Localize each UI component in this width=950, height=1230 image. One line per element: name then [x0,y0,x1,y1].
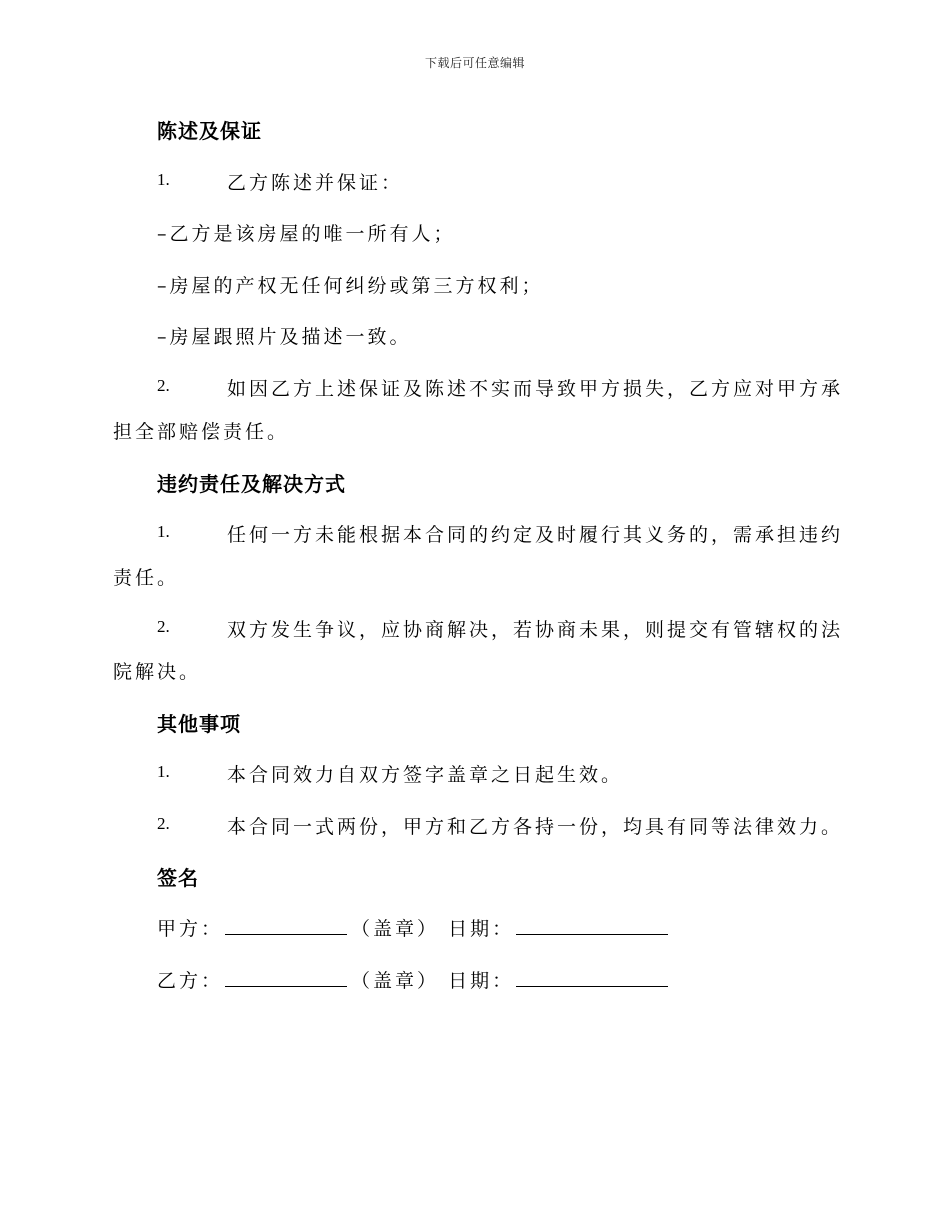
item-number: 2. [157,376,170,395]
bullet-item: –房屋的产权无任何纠纷或第三方权利； [157,275,544,297]
item-text-line2: 院解决。 [113,661,202,683]
item-text-line1: 任何一方未能根据本合同的约定及时履行其义务的，需承担违约 [227,524,844,546]
party-label: 乙方： [157,970,224,992]
item-number: 2. [157,814,170,833]
section-title-breach: 违约责任及解决方式 [157,472,346,496]
item-number: 1. [157,170,170,189]
item-number: 1. [157,762,170,781]
date-blank[interactable] [516,968,668,987]
item-text-line2: 担全部赔偿责任。 [113,421,290,443]
item-text: 本合同一式两份，甲方和乙方各持一份，均具有同等法律效力。 [227,816,844,838]
section-title-representations: 陈述及保证 [157,119,262,143]
signature-blank[interactable] [225,916,347,935]
item-text-line1: 双方发生争议，应协商解决，若协商未果，则提交有管辖权的法 [227,619,844,641]
item-number: 2. [157,617,170,636]
seal-label: （盖章） [351,970,440,992]
item-text-line2: 责任。 [113,567,180,589]
date-blank[interactable] [516,916,668,935]
section-title-signature: 签名 [157,866,199,890]
page-header: 下载后可任意编辑 [424,56,525,70]
date-label: 日期： [448,970,515,992]
item-text: 本合同效力自双方签字盖章之日起生效。 [227,764,624,786]
party-label: 甲方： [157,918,224,940]
signature-row-party-a [157,914,668,941]
bullet-item: –乙方是该房屋的唯一所有人； [157,223,456,245]
date-label: 日期： [448,918,515,940]
item-text: 乙方陈述并保证： [227,172,404,194]
item-text-line1: 如因乙方上述保证及陈述不实而导致甲方损失，乙方应对甲方承 [227,378,844,400]
bullet-item: –房屋跟照片及描述一致。 [157,326,412,348]
seal-label: （盖章） [351,918,440,940]
item-number: 1. [157,522,170,541]
signature-row-party-b [157,966,668,993]
signature-blank[interactable] [225,968,347,987]
section-title-other: 其他事项 [157,712,241,736]
